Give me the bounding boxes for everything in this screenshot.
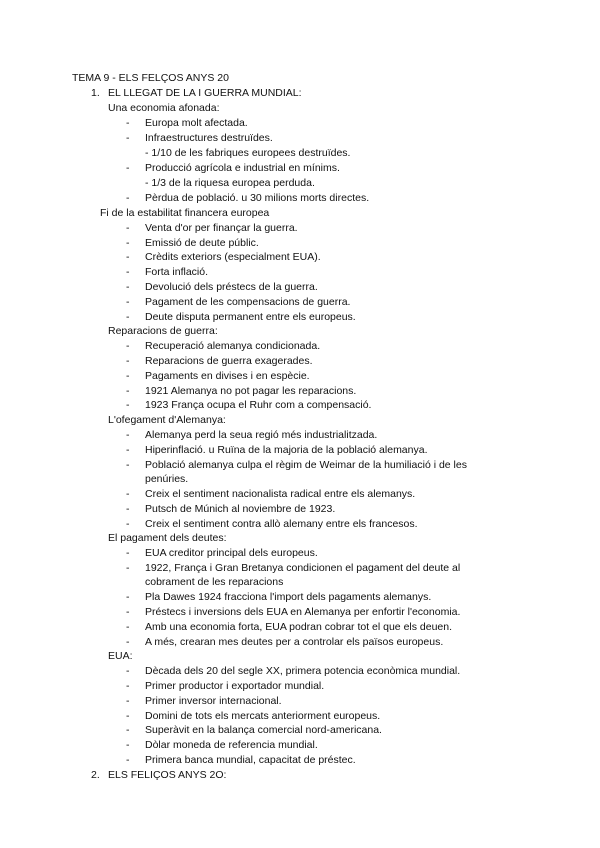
- section-heading: EL LLEGAT DE LA I GUERRA MUNDIAL:: [108, 87, 302, 99]
- list-item: Alemanya perd la seua regió més industrialitzada.: [145, 429, 378, 441]
- bullet-dash: -: [126, 680, 130, 692]
- list-item: Primer productor i exportador mundial.: [145, 680, 325, 692]
- bullet-dash: -: [126, 724, 130, 736]
- sub-item: - 1/3 de la riquesa europea perduda.: [145, 177, 315, 189]
- list-item: Superàvit en la balança comercial nord-americana.: [145, 724, 382, 736]
- bullet-dash: -: [126, 710, 130, 722]
- group-label: L'ofegament d'Alemanya:: [108, 414, 226, 426]
- section-number: 2.: [91, 769, 100, 781]
- list-item: A més, crearan mes deutes per a controlar els països europeus.: [145, 636, 444, 648]
- bullet-dash: -: [126, 385, 130, 397]
- bullet-dash: -: [126, 132, 130, 144]
- bullet-dash: -: [126, 665, 130, 677]
- bullet-dash: -: [126, 459, 130, 471]
- bullet-dash: -: [126, 251, 130, 263]
- list-item: Pagaments en divises i en espècie.: [145, 370, 310, 382]
- group-label: Fi de la estabilitat financera europea: [100, 207, 270, 219]
- list-item: Reparacions de guerra exagerades.: [145, 355, 313, 367]
- list-item: Pèrdua de població. u 30 milions morts directes.: [145, 192, 370, 204]
- list-item: Població alemanya culpa el règim de Weimar de la humiliació i de les penúries.: [145, 459, 467, 485]
- list-item: Infraestructures destruïdes.: [145, 132, 273, 144]
- bullet-dash: -: [126, 636, 130, 648]
- bullet-dash: -: [126, 518, 130, 530]
- document-title: TEMA 9 - ELS FELÇOS ANYS 20: [72, 72, 229, 84]
- list-item: Forta inflació.: [145, 266, 209, 278]
- bullet-dash: -: [126, 695, 130, 707]
- bullet-dash: -: [126, 296, 130, 308]
- list-item: 1922, França i Gran Bretanya condicionen el pagament del deute al cobrament de les reparacions: [145, 562, 461, 588]
- bullet-dash: -: [126, 621, 130, 633]
- bullet-dash: -: [126, 370, 130, 382]
- list-item: Préstecs i inversions dels EUA en Alemanya per enfortir l'economia.: [145, 606, 461, 618]
- list-item: Putsch de Múnich al noviembre de 1923.: [145, 503, 336, 515]
- bullet-dash: -: [126, 444, 130, 456]
- bullet-dash: -: [126, 117, 130, 129]
- list-item: Primera banca mundial, capacitat de préstec.: [145, 754, 356, 766]
- list-item: 1921 Alemanya no pot pagar les reparacions.: [145, 385, 357, 397]
- bullet-dash: -: [126, 503, 130, 515]
- list-item: Europa molt afectada.: [145, 117, 248, 129]
- list-item: EUA creditor principal dels europeus.: [145, 547, 318, 559]
- bullet-dash: -: [126, 311, 130, 323]
- bullet-dash: -: [126, 222, 130, 234]
- group-label: Reparacions de guerra:: [108, 325, 218, 337]
- list-item: Deute disputa permanent entre els europeus.: [145, 311, 356, 323]
- bullet-dash: -: [126, 281, 130, 293]
- group-label: El pagament dels deutes:: [108, 532, 227, 544]
- bullet-dash: -: [126, 739, 130, 751]
- bullet-dash: -: [126, 562, 130, 574]
- bullet-dash: -: [126, 591, 130, 603]
- bullet-dash: -: [126, 488, 130, 500]
- list-item: Dòlar moneda de referencia mundial.: [145, 739, 318, 751]
- list-item: Devolució dels préstecs de la guerra.: [145, 281, 318, 293]
- list-item: Producció agrícola e industrial en mínims.: [145, 162, 340, 174]
- bullet-dash: -: [126, 192, 130, 204]
- group-label: Una economia afonada:: [108, 102, 220, 114]
- list-item: Recuperació alemanya condicionada.: [145, 340, 321, 352]
- bullet-dash: -: [126, 340, 130, 352]
- list-item: Venta d'or per finançar la guerra.: [145, 222, 298, 234]
- list-item: Domini de tots els mercats anteriorment europeus.: [145, 710, 381, 722]
- list-item: Creix el sentiment contra allò alemany entre els francesos.: [145, 518, 418, 530]
- list-item: Emissió de deute públic.: [145, 237, 259, 249]
- sub-item: - 1/10 de les fabriques europees destruïdes.: [145, 147, 351, 159]
- list-item: 1923 França ocupa el Ruhr com a compensació.: [145, 399, 372, 411]
- list-item: Hiperinflació. u Ruïna de la majoria de la població alemanya.: [145, 444, 428, 456]
- bullet-dash: -: [126, 399, 130, 411]
- bullet-dash: -: [126, 162, 130, 174]
- bullet-dash: -: [126, 754, 130, 766]
- list-item: Creix el sentiment nacionalista radical entre els alemanys.: [145, 488, 416, 500]
- list-item: Primer inversor internacional.: [145, 695, 282, 707]
- section-heading: ELS FELIÇOS ANYS 2O:: [108, 769, 227, 781]
- bullet-dash: -: [126, 266, 130, 278]
- list-item: Amb una economia forta, EUA podran cobrar tot el que els deuen.: [145, 621, 453, 633]
- bullet-dash: -: [126, 237, 130, 249]
- bullet-dash: -: [126, 355, 130, 367]
- list-item: Dècada dels 20 del segle XX, primera potencia econòmica mundial.: [145, 665, 461, 677]
- list-item: Pla Dawes 1924 fracciona l'import dels pagaments alemanys.: [145, 591, 432, 603]
- list-item: Pagament de les compensacions de guerra.: [145, 296, 351, 308]
- bullet-dash: -: [126, 606, 130, 618]
- bullet-dash: -: [126, 547, 130, 559]
- group-label: EUA:: [108, 650, 133, 662]
- list-item: Crèdits exteriors (especialment EUA).: [145, 251, 321, 263]
- bullet-dash: -: [126, 429, 130, 441]
- section-number: 1.: [91, 87, 100, 99]
